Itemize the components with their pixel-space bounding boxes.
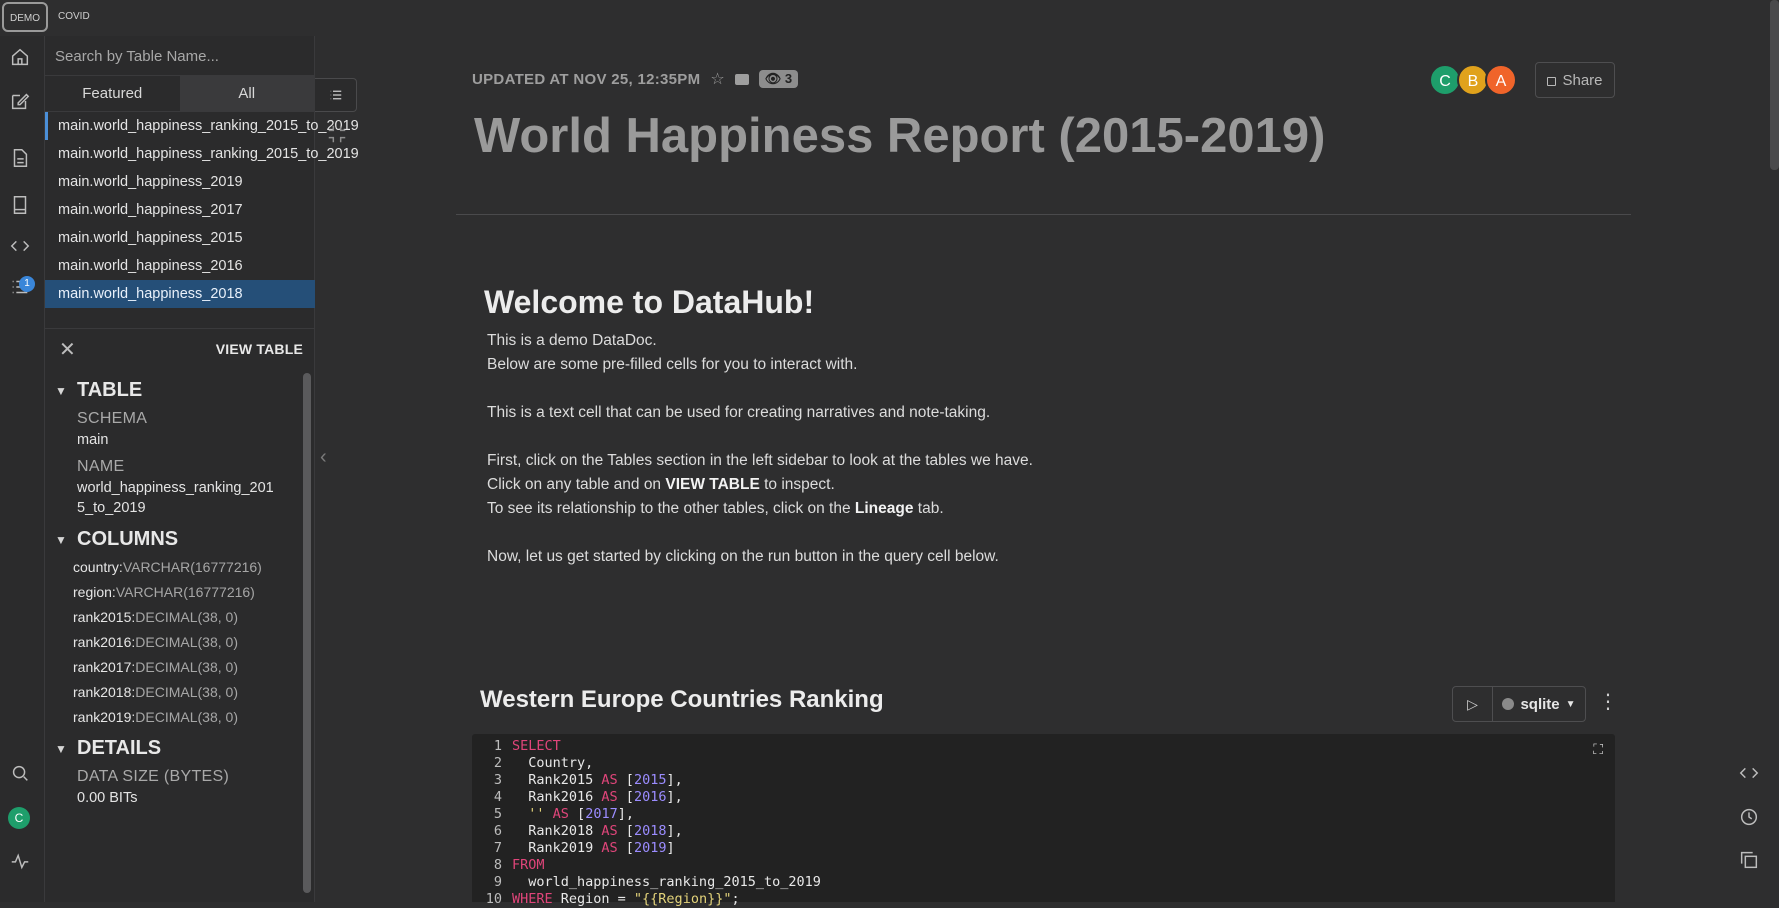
code-line: 8 FROM [472, 857, 1615, 874]
table-filter-tabs [45, 76, 314, 112]
book-icon[interactable] [8, 193, 32, 217]
code-editor[interactable] [472, 734, 1615, 907]
more-vertical-icon[interactable]: ⋮ [1598, 691, 1618, 713]
data-size-value: 0.00 BITs [77, 790, 138, 806]
text-line: This is a demo DataDoc. [487, 332, 657, 349]
table-detail-panel [45, 328, 315, 902]
name-value: world_happiness_ranking_2015_to_2019 [77, 480, 274, 516]
column-item[interactable]: rank2019:DECIMAL(38, 0) [73, 709, 238, 725]
chevron-left-icon[interactable]: ‹ [320, 446, 327, 468]
column-item[interactable]: rank2016:DECIMAL(38, 0) [73, 634, 238, 650]
text-line: To see its relationship to the other tables, click on the Lineage tab. [487, 500, 944, 517]
panel-scrollbar[interactable] [303, 373, 311, 893]
code-line: 7 Rank2019 AS [2019] [472, 840, 1615, 857]
table-list-item[interactable]: main.world_happiness_2019 [58, 174, 243, 190]
clock-icon[interactable] [1738, 806, 1762, 830]
eye-icon: 👁 [764, 71, 782, 86]
code-line: 9 world_happiness_ranking_2015_to_2019 [472, 874, 1615, 891]
engine-status-icon [1502, 698, 1514, 710]
column-item[interactable]: country:VARCHAR(16777216) [73, 559, 262, 575]
line-number: 5 [493, 806, 502, 822]
close-icon[interactable]: ✕ [59, 338, 76, 361]
code-line: 1 SELECT [472, 738, 1615, 755]
avatar[interactable]: B [1457, 64, 1489, 96]
columns-section-title: COLUMNS [77, 528, 179, 550]
line-number: 1 [493, 738, 502, 754]
collapse-icon[interactable] [326, 122, 346, 146]
table-section-header[interactable] [55, 379, 315, 402]
view-table-button[interactable]: VIEW TABLE [215, 341, 303, 357]
line-number: 9 [493, 874, 502, 890]
blank-line [487, 425, 1387, 449]
schema-label: SCHEMA [77, 410, 148, 427]
details-section-title: DETAILS [77, 737, 162, 759]
text-line: Click on any table and on VIEW TABLE to inspect. [487, 476, 835, 493]
code-line: 10 WHERE Region = "{{Region}}"; [472, 891, 1615, 908]
collaborator-avatars [1433, 64, 1517, 96]
line-number: 8 [493, 857, 502, 873]
home-icon[interactable] [8, 45, 32, 69]
table-list-item[interactable]: main.world_happiness_2017 [58, 202, 243, 218]
query-cell-controls [1452, 686, 1586, 722]
table-list-item[interactable]: main.world_happiness_ranking_2015_to_2019 [58, 146, 359, 162]
text-line: This is a text cell that can be used for creating narratives and note-taking. [487, 404, 991, 421]
avatar[interactable]: C [1429, 64, 1461, 96]
line-number: 3 [493, 772, 502, 788]
table-search [45, 36, 314, 76]
welcome-heading[interactable]: Welcome to DataHub! [484, 284, 815, 320]
env-tab-covid[interactable]: COVID [58, 11, 90, 22]
caret-down-icon: ▼ [1565, 698, 1576, 710]
name-label: NAME [77, 458, 125, 475]
code-icon[interactable] [1738, 762, 1762, 786]
lock-icon [1547, 77, 1556, 86]
details-section-header[interactable] [55, 737, 315, 760]
column-item[interactable]: rank2015:DECIMAL(38, 0) [73, 609, 238, 625]
column-item[interactable]: rank2018:DECIMAL(38, 0) [73, 684, 238, 700]
tab-all[interactable]: All [180, 76, 315, 111]
line-number: 7 [493, 840, 502, 856]
query-cell-title[interactable]: Western Europe Countries Ranking [480, 686, 884, 713]
line-number: 10 [485, 891, 502, 907]
code-line: 3 Rank2015 AS [2015], [472, 772, 1615, 789]
datadoc-main [456, 0, 1631, 907]
avatar[interactable]: A [1485, 64, 1517, 96]
list-toggle-button[interactable] [315, 78, 357, 112]
code-line: 4 Rank2016 AS [2016], [472, 789, 1615, 806]
file-icon[interactable] [8, 146, 32, 170]
left-rail [0, 36, 45, 902]
text-line: Below are some pre-filled cells for you to interact with. [487, 356, 858, 373]
chevron-down-icon: ▼ [55, 532, 67, 547]
text-line: Now, let us get started by clicking on the run button in the query cell below. [487, 548, 999, 565]
doc-meta-row [472, 69, 798, 89]
copy-icon[interactable] [1738, 849, 1762, 873]
table-list [45, 112, 359, 308]
environment-tabs [0, 0, 320, 36]
line-number: 6 [493, 823, 502, 839]
edit-icon[interactable] [8, 89, 32, 113]
code-lines [472, 734, 1615, 908]
run-button[interactable] [1453, 687, 1493, 721]
line-number: 4 [493, 789, 502, 805]
engine-name: sqlite [1520, 695, 1560, 713]
line-number: 2 [493, 755, 502, 771]
blank-line [487, 521, 1387, 545]
code-line: 5 '' AS [2017], [472, 806, 1615, 823]
text-cell[interactable] [487, 329, 1387, 569]
updated-at: UPDATED AT NOV 25, 12:35PM [472, 70, 701, 88]
share-button[interactable] [1535, 62, 1615, 98]
panel-header [45, 329, 315, 369]
table-list-item[interactable]: main.world_happiness_2015 [58, 230, 243, 246]
table-sidebar [45, 36, 359, 902]
view-count-badge: 👁 3 [759, 70, 798, 88]
title-divider [456, 214, 1631, 215]
briefcase-icon[interactable] [735, 74, 749, 85]
queue-count-badge: 1 [19, 276, 35, 292]
text-line: First, click on the Tables section in the left sidebar to look at the tables we have. [487, 452, 1033, 469]
activity-icon[interactable] [8, 849, 32, 873]
column-item[interactable]: region:VARCHAR(16777216) [73, 584, 255, 600]
share-label: Share [1562, 71, 1603, 89]
engine-selector[interactable] [1493, 687, 1585, 721]
search-icon[interactable] [8, 761, 32, 785]
column-item[interactable]: rank2017:DECIMAL(38, 0) [73, 659, 238, 675]
chevron-down-icon: ▼ [55, 383, 67, 398]
blank-line [487, 377, 1387, 401]
list-icon [327, 86, 345, 104]
chevron-down-icon: ▼ [55, 741, 67, 756]
code-line: 2 Country, [472, 755, 1615, 772]
table-search-input[interactable] [55, 36, 304, 76]
data-size-label: DATA SIZE (BYTES) [77, 768, 230, 785]
code-icon[interactable] [8, 234, 32, 258]
schema-value: main [77, 432, 109, 448]
star-icon[interactable]: ☆ [710, 71, 725, 88]
fullscreen-icon[interactable]: ⛶ [1593, 742, 1603, 758]
code-line: 6 Rank2018 AS [2018], [472, 823, 1615, 840]
doc-title[interactable]: World Happiness Report (2015-2019) [474, 109, 1326, 163]
user-avatar[interactable]: C [8, 807, 30, 829]
table-section-title: TABLE [77, 379, 143, 401]
columns-section-header[interactable] [55, 528, 315, 551]
column-list [45, 557, 315, 727]
table-list-item[interactable]: main.world_happiness_2016 [58, 258, 243, 274]
tab-featured[interactable]: Featured [82, 85, 143, 102]
page-scrollbar[interactable] [1770, 0, 1779, 170]
env-tab-demo[interactable]: DEMO [2, 2, 48, 32]
play-icon: ▷ [1467, 695, 1478, 712]
table-list-item-selected[interactable]: main.world_happiness_2018 [45, 280, 315, 308]
table-list-item[interactable]: main.world_happiness_ranking_2015_to_2019 [45, 112, 285, 140]
